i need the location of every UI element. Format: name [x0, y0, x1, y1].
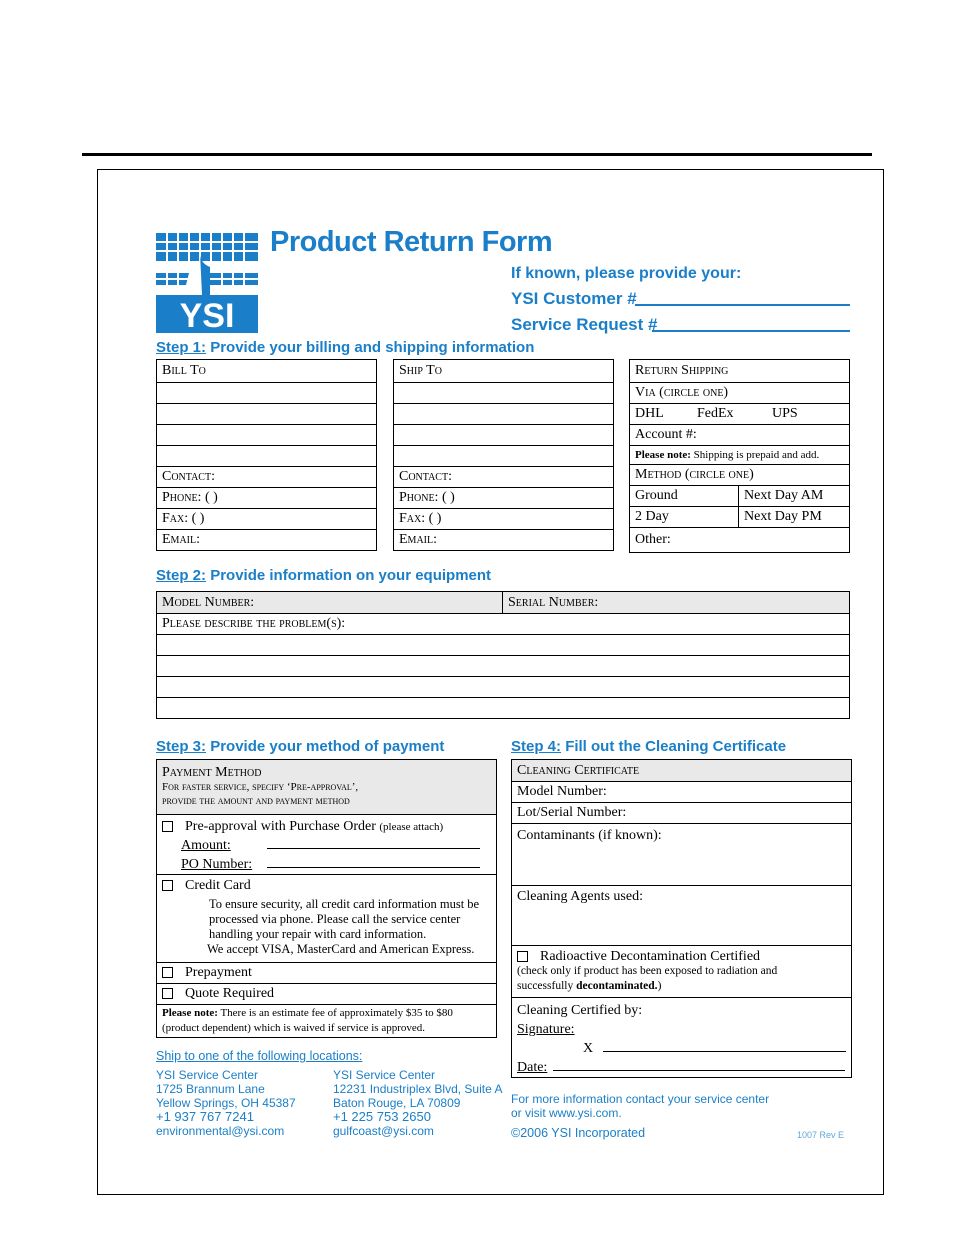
rad-note2: successfully decontaminated.)	[517, 980, 662, 992]
via-label: Via (circle one)	[630, 383, 850, 404]
method-label: Method (circle one)	[630, 465, 850, 486]
website-link[interactable]: or visit www.ysi.com.	[511, 1106, 622, 1120]
cc-text1: To ensure security, all credit card information must be	[209, 897, 480, 911]
locations-heading: Ship to one of the following locations:	[156, 1049, 363, 1063]
cert-model-field[interactable]: Model Number:	[512, 782, 852, 803]
ship-contact[interactable]: Contact:	[394, 467, 614, 488]
certificate-label: Cleaning Certificate	[512, 760, 852, 782]
step1-heading: Step 1: Provide your billing and shipping information	[156, 339, 535, 356]
ship-to-line[interactable]	[394, 425, 614, 446]
signature-field[interactable]	[603, 1039, 846, 1052]
logo-text: YSI	[179, 297, 235, 333]
shipping-note: Please note: Shipping is prepaid and add.	[630, 446, 850, 465]
problem-line[interactable]	[157, 656, 850, 677]
rad-note1: (check only if product has been exposed to radiation and	[517, 965, 778, 977]
radioactive-checkbox[interactable]	[517, 951, 528, 962]
service-request-field[interactable]	[652, 330, 850, 332]
form-title: Product Return Form	[270, 226, 553, 258]
certified-by-label: Cleaning Certified by:	[517, 1003, 643, 1018]
ship-to-line[interactable]	[394, 404, 614, 425]
carrier-fedex[interactable]: FedEx	[697, 406, 734, 421]
ysi-logo	[156, 233, 258, 333]
problem-line[interactable]	[157, 635, 850, 656]
contaminants-field[interactable]: Contaminants (if known):	[512, 824, 852, 886]
please-attach: (please attach)	[379, 821, 444, 833]
preapproval-checkbox[interactable]	[162, 821, 173, 832]
payment-header	[157, 760, 497, 815]
estimate-note: Please note: There is an estimate fee of approximately $35 to $80 (product dependent) which is waived if service is approved.	[157, 1005, 497, 1038]
copyright: ©2006 YSI Incorporated	[511, 1126, 646, 1140]
ship-fax[interactable]: Fax: ( )	[394, 509, 614, 530]
certified-by-block	[512, 998, 852, 1078]
model-number-field[interactable]: Model Number:	[157, 592, 503, 614]
service-center-2: YSI Service Center 12231 Industriplex Blvd, Suite A Baton Rouge, LA 70809 +1 225 753 2650 gulfcoast@ysi.com	[333, 1068, 503, 1138]
carrier-ups[interactable]: UPS	[772, 406, 798, 421]
bill-fax[interactable]: Fax: ( )	[157, 509, 377, 530]
ship-to-table	[393, 359, 614, 551]
equipment-table	[156, 591, 850, 719]
more-info: For more information contact your service center or visit www.ysi.com.	[511, 1092, 770, 1120]
ship-phone[interactable]: Phone: ( )	[394, 488, 614, 509]
problem-line[interactable]	[157, 698, 850, 719]
quote-option	[157, 984, 497, 1005]
step3-heading: Step 3: Provide your method of payment	[156, 738, 445, 755]
preapproval-option	[157, 815, 497, 875]
bill-to-label: Bill To	[157, 360, 377, 383]
amount-label: Amount:	[181, 838, 231, 853]
return-shipping-table	[629, 359, 850, 553]
bill-to-line[interactable]	[157, 404, 377, 425]
serial-number-field[interactable]: Serial Number:	[503, 592, 850, 614]
carrier-options	[630, 404, 850, 425]
payment-method-label: Payment Method	[162, 765, 262, 780]
po-number-label: PO Number:	[181, 857, 253, 872]
cc-text2: processed via phone. Please call the service center	[209, 912, 461, 926]
bill-to-line[interactable]	[157, 383, 377, 404]
method-next-am[interactable]: Next Day AM	[739, 486, 850, 507]
signature-x: X	[583, 1041, 594, 1056]
credit-card-label: Credit Card	[185, 878, 251, 893]
method-next-pm[interactable]: Next Day PM	[739, 507, 850, 528]
radioactive-option	[512, 946, 852, 998]
cc-text3: handling your repair with card information.	[209, 927, 427, 941]
email-link-1[interactable]: environmental@ysi.com	[156, 1124, 285, 1138]
credit-card-checkbox[interactable]	[162, 880, 173, 891]
bill-email[interactable]: Email:	[157, 530, 377, 551]
cleaning-certificate-table	[511, 759, 852, 1078]
date-field[interactable]	[553, 1058, 845, 1071]
bill-contact[interactable]: Contact:	[157, 467, 377, 488]
method-other[interactable]: Other:	[630, 528, 850, 553]
faster-note1: For faster service, specify ‘Pre-approval’,	[162, 781, 359, 793]
cert-lot-field[interactable]: Lot/Serial Number:	[512, 803, 852, 824]
account-field[interactable]: Account #:	[630, 425, 850, 446]
ship-to-label: Ship To	[394, 360, 614, 383]
prepayment-option	[157, 963, 497, 984]
payment-table	[156, 759, 497, 1038]
return-shipping-label: Return Shipping	[630, 360, 850, 383]
problem-label: Please describe the problem(s):	[157, 614, 850, 635]
po-number-field[interactable]	[267, 855, 480, 868]
problem-line[interactable]	[157, 677, 850, 698]
prepayment-label: Prepayment	[185, 965, 252, 980]
cc-text4: We accept VISA, MasterCard and American Express.	[207, 942, 475, 956]
quote-label: Quote Required	[185, 986, 275, 1001]
bill-to-line[interactable]	[157, 446, 377, 467]
service-request-label: Service Request #	[511, 315, 658, 334]
ship-to-line[interactable]	[394, 383, 614, 404]
top-rule	[82, 153, 872, 156]
carrier-dhl[interactable]: DHL	[635, 406, 664, 421]
amount-field[interactable]	[267, 836, 480, 849]
bill-phone[interactable]: Phone: ( )	[157, 488, 377, 509]
ship-email[interactable]: Email:	[394, 530, 614, 551]
quote-checkbox[interactable]	[162, 988, 173, 999]
method-2day[interactable]: 2 Day	[630, 507, 739, 528]
known-prompt: If known, please provide your:	[511, 265, 742, 282]
faster-note2: provide the amount and payment method	[162, 795, 350, 807]
ship-to-line[interactable]	[394, 446, 614, 467]
customer-number-label: YSI Customer #	[511, 289, 637, 308]
bill-to-line[interactable]	[157, 425, 377, 446]
step2-heading: Step 2: Provide information on your equipment	[156, 567, 492, 584]
step4-heading: Step 4: Fill out the Cleaning Certificate	[511, 738, 787, 755]
customer-number-field[interactable]	[635, 304, 850, 306]
method-ground[interactable]: Ground	[630, 486, 739, 507]
radioactive-label: Radioactive Decontamination Certified	[540, 949, 761, 964]
preapproval-label: Pre-approval with Purchase Order	[185, 819, 376, 834]
cleaning-agents-field[interactable]: Cleaning Agents used:	[512, 886, 852, 946]
prepayment-checkbox[interactable]	[162, 967, 173, 978]
credit-card-option	[157, 875, 497, 963]
email-link-2[interactable]: gulfcoast@ysi.com	[333, 1124, 434, 1138]
revision: 1007 Rev E	[797, 1130, 845, 1140]
service-center-1: YSI Service Center 1725 Brannum Lane Yellow Springs, OH 45387 +1 937 767 7241 environmental@ysi.com	[156, 1068, 296, 1138]
bill-to-table	[156, 359, 377, 551]
date-label: Date:	[517, 1060, 548, 1075]
signature-label: Signature:	[517, 1022, 575, 1037]
